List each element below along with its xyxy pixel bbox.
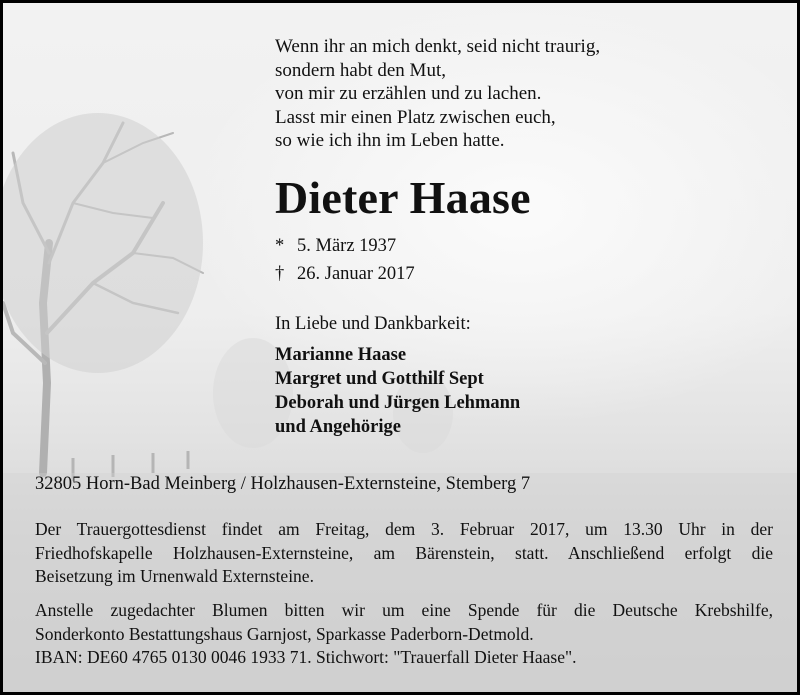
mourners-intro: In Liebe und Dankbarkeit: — [275, 314, 471, 334]
donation-line: IBAN: DE60 4765 0130 0046 1933 71. Stichwort: "Trauerfall Dieter Haase". — [35, 647, 577, 667]
mourner-name: und Angehörige — [275, 417, 401, 437]
poem — [275, 35, 600, 153]
birth-star-symbol: * — [275, 236, 285, 256]
birth-row — [275, 232, 415, 260]
birth-date: 5. März 1937 — [297, 236, 397, 256]
service-paragraph — [35, 518, 773, 589]
service-line: Friedhofskapelle Holzhausen-Externsteine, am Bärenstein, statt. Anschließend erfolgt die — [35, 542, 773, 563]
mourner-name: Deborah und Jürgen Lehmann — [275, 393, 521, 413]
donation-line: Sonderkonto Bestattungshaus Garnjost, Sparkasse Paderborn-Detmold. — [35, 623, 534, 644]
donation-paragraph — [35, 599, 773, 670]
mourner-name: Marianne Haase — [275, 345, 407, 365]
life-dates — [275, 232, 415, 288]
service-line: Der Trauergottesdienst findet am Freitag, dem 3. Februar 2017, um 13.30 Uhr in der — [35, 519, 773, 539]
poem-line: sondern habt den Mut, — [275, 59, 446, 81]
poem-line: Wenn ihr an mich denkt, seid nicht traurig, — [275, 36, 601, 57]
deceased-name: Dieter Haase — [275, 172, 531, 223]
service-line: Beisetzung im Urnenwald Externsteine. — [35, 566, 314, 586]
death-date: 26. Januar 2017 — [297, 264, 415, 284]
mourners-list — [275, 343, 520, 439]
death-row — [275, 260, 415, 288]
death-cross-symbol: † — [275, 264, 285, 284]
poem-line: von mir zu erzählen und zu lachen. — [275, 83, 542, 104]
poem-line: Lasst mir einen Platz zwischen euch, — [275, 106, 556, 128]
family-address: 32805 Horn-Bad Meinberg / Holzhausen-Externsteine, Stemberg 7 — [35, 474, 531, 494]
donation-line: Anstelle zugedachter Blumen bitten wir um eine Spende für die Deutsche Krebshilfe, — [35, 600, 773, 620]
poem-line: so wie ich ihn im Leben hatte. — [275, 130, 505, 151]
mourner-name: Margret und Gotthilf Sept — [275, 369, 484, 389]
